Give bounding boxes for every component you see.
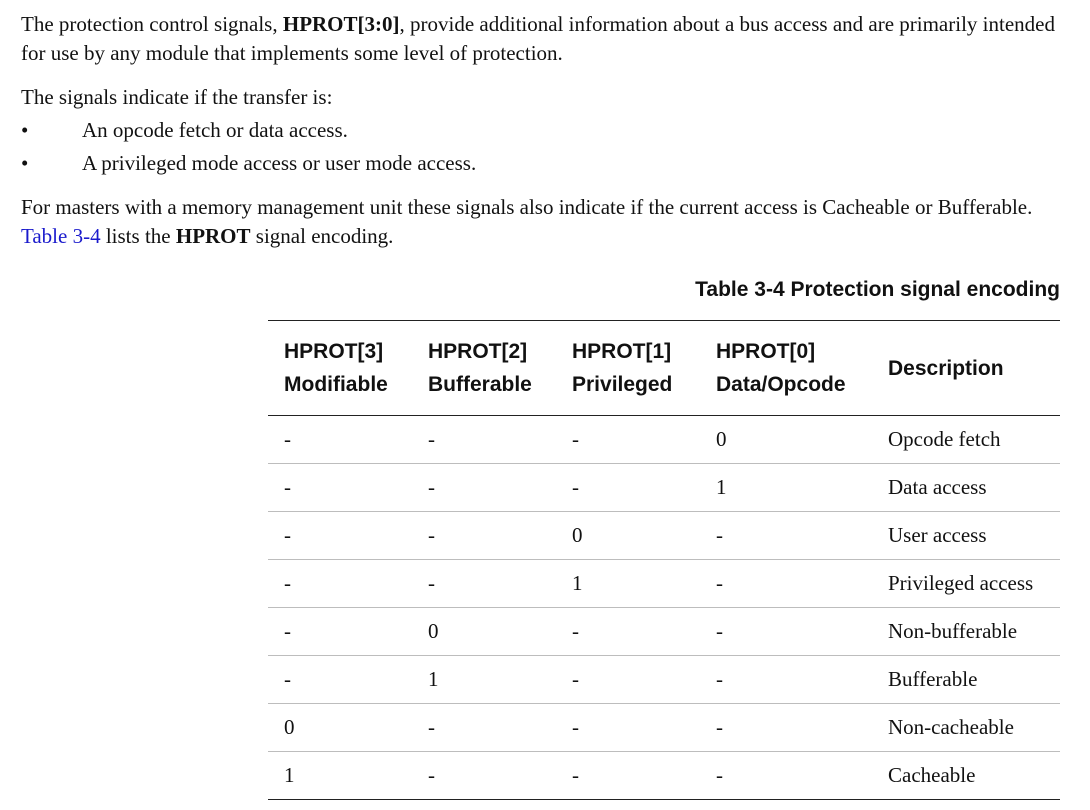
cell-hprot2: - xyxy=(412,512,556,560)
cell-hprot2: - xyxy=(412,704,556,752)
cell-hprot0: 1 xyxy=(700,464,872,512)
cell-hprot3: 1 xyxy=(268,752,412,800)
table-caption: Table 3-4 Protection signal encoding xyxy=(695,278,1060,301)
cell-hprot2: - xyxy=(412,464,556,512)
bullet-icon: • xyxy=(21,118,29,142)
table-body xyxy=(268,416,1060,800)
table-row xyxy=(268,704,1060,752)
header-description xyxy=(872,321,1060,416)
list-item-text: A privileged mode access or user mode access. xyxy=(82,151,477,175)
cell-description: Non-bufferable xyxy=(872,608,1060,656)
cell-hprot2: 1 xyxy=(412,656,556,704)
header-row xyxy=(268,321,1060,416)
mmu-text-2: lists the xyxy=(100,224,176,248)
cell-hprot3: - xyxy=(268,656,412,704)
intro-text-1: The protection control signals, xyxy=(21,12,283,36)
cell-description: Privileged access xyxy=(872,560,1060,608)
cell-hprot1: 1 xyxy=(556,560,700,608)
list-item xyxy=(21,116,1071,145)
cell-hprot3: - xyxy=(268,512,412,560)
header-signal: HPROT[0] xyxy=(716,340,816,363)
hprot-signal-name: HPROT[3:0] xyxy=(282,12,400,36)
cell-hprot3: - xyxy=(268,608,412,656)
cell-description: Bufferable xyxy=(872,656,1060,704)
mmu-text-3: signal encoding. xyxy=(250,224,394,248)
cell-hprot3: - xyxy=(268,416,412,464)
table-row xyxy=(268,560,1060,608)
cell-hprot0: 0 xyxy=(700,416,872,464)
header-hprot3 xyxy=(268,321,412,416)
cell-hprot1: - xyxy=(556,608,700,656)
cell-hprot1: - xyxy=(556,656,700,704)
list-item-text: An opcode fetch or data access. xyxy=(82,118,348,142)
cell-hprot2: - xyxy=(412,416,556,464)
bullet-list xyxy=(21,116,1071,178)
header-meaning: Bufferable xyxy=(428,373,532,396)
encoding-table xyxy=(268,320,1060,800)
mmu-text-1: For masters with a memory management unit these signals also indicate if the current access is Cacheable or Bufferable. xyxy=(21,195,1033,219)
cell-hprot2: - xyxy=(412,752,556,800)
table-row xyxy=(268,464,1060,512)
cell-hprot1: - xyxy=(556,704,700,752)
table-row xyxy=(268,608,1060,656)
header-meaning: Privileged xyxy=(572,373,673,396)
header-hprot2 xyxy=(412,321,556,416)
cell-hprot0: - xyxy=(700,704,872,752)
signals-paragraph: The signals indicate if the transfer is: xyxy=(21,85,333,109)
cell-hprot0: - xyxy=(700,656,872,704)
bullet-icon: • xyxy=(21,151,29,175)
cell-description: Opcode fetch xyxy=(872,416,1060,464)
cell-hprot1: - xyxy=(556,752,700,800)
cell-hprot2: - xyxy=(412,560,556,608)
table-row xyxy=(268,512,1060,560)
header-meaning: Modifiable xyxy=(284,373,388,396)
cell-hprot1: 0 xyxy=(556,512,700,560)
table-header xyxy=(268,321,1060,416)
header-signal: HPROT[3] xyxy=(284,340,384,363)
header-meaning: Data/Opcode xyxy=(716,373,846,396)
cell-hprot0: - xyxy=(700,560,872,608)
cell-hprot0: - xyxy=(700,608,872,656)
cell-hprot3: 0 xyxy=(268,704,412,752)
document-body xyxy=(21,10,1071,251)
cell-hprot0: - xyxy=(700,512,872,560)
cell-description: Non-cacheable xyxy=(872,704,1060,752)
mmu-paragraph xyxy=(21,193,1071,251)
cell-hprot3: - xyxy=(268,464,412,512)
table-row xyxy=(268,752,1060,800)
cell-description: Data access xyxy=(872,464,1060,512)
cell-hprot1: - xyxy=(556,464,700,512)
cell-hprot0: - xyxy=(700,752,872,800)
intro-paragraph xyxy=(21,10,1071,68)
cell-description: Cacheable xyxy=(872,752,1060,800)
cell-hprot3: - xyxy=(268,560,412,608)
intro-text-2: , provide additional information about a bus access and are primarily intended for use by any module that implements some level of protection. xyxy=(21,12,1055,65)
header-hprot0 xyxy=(700,321,872,416)
cell-description: User access xyxy=(872,512,1060,560)
cell-hprot1: - xyxy=(556,416,700,464)
header-hprot1 xyxy=(556,321,700,416)
table-row xyxy=(268,416,1060,464)
header-signal: HPROT[1] xyxy=(572,340,672,363)
header-signal: Description xyxy=(888,356,1004,380)
table-reference-link[interactable]: Table 3-4 xyxy=(21,224,101,248)
header-signal: HPROT[2] xyxy=(428,340,528,363)
hprot-bold: HPROT xyxy=(175,224,251,248)
cell-hprot2: 0 xyxy=(412,608,556,656)
list-item xyxy=(21,149,1071,178)
table-row xyxy=(268,656,1060,704)
